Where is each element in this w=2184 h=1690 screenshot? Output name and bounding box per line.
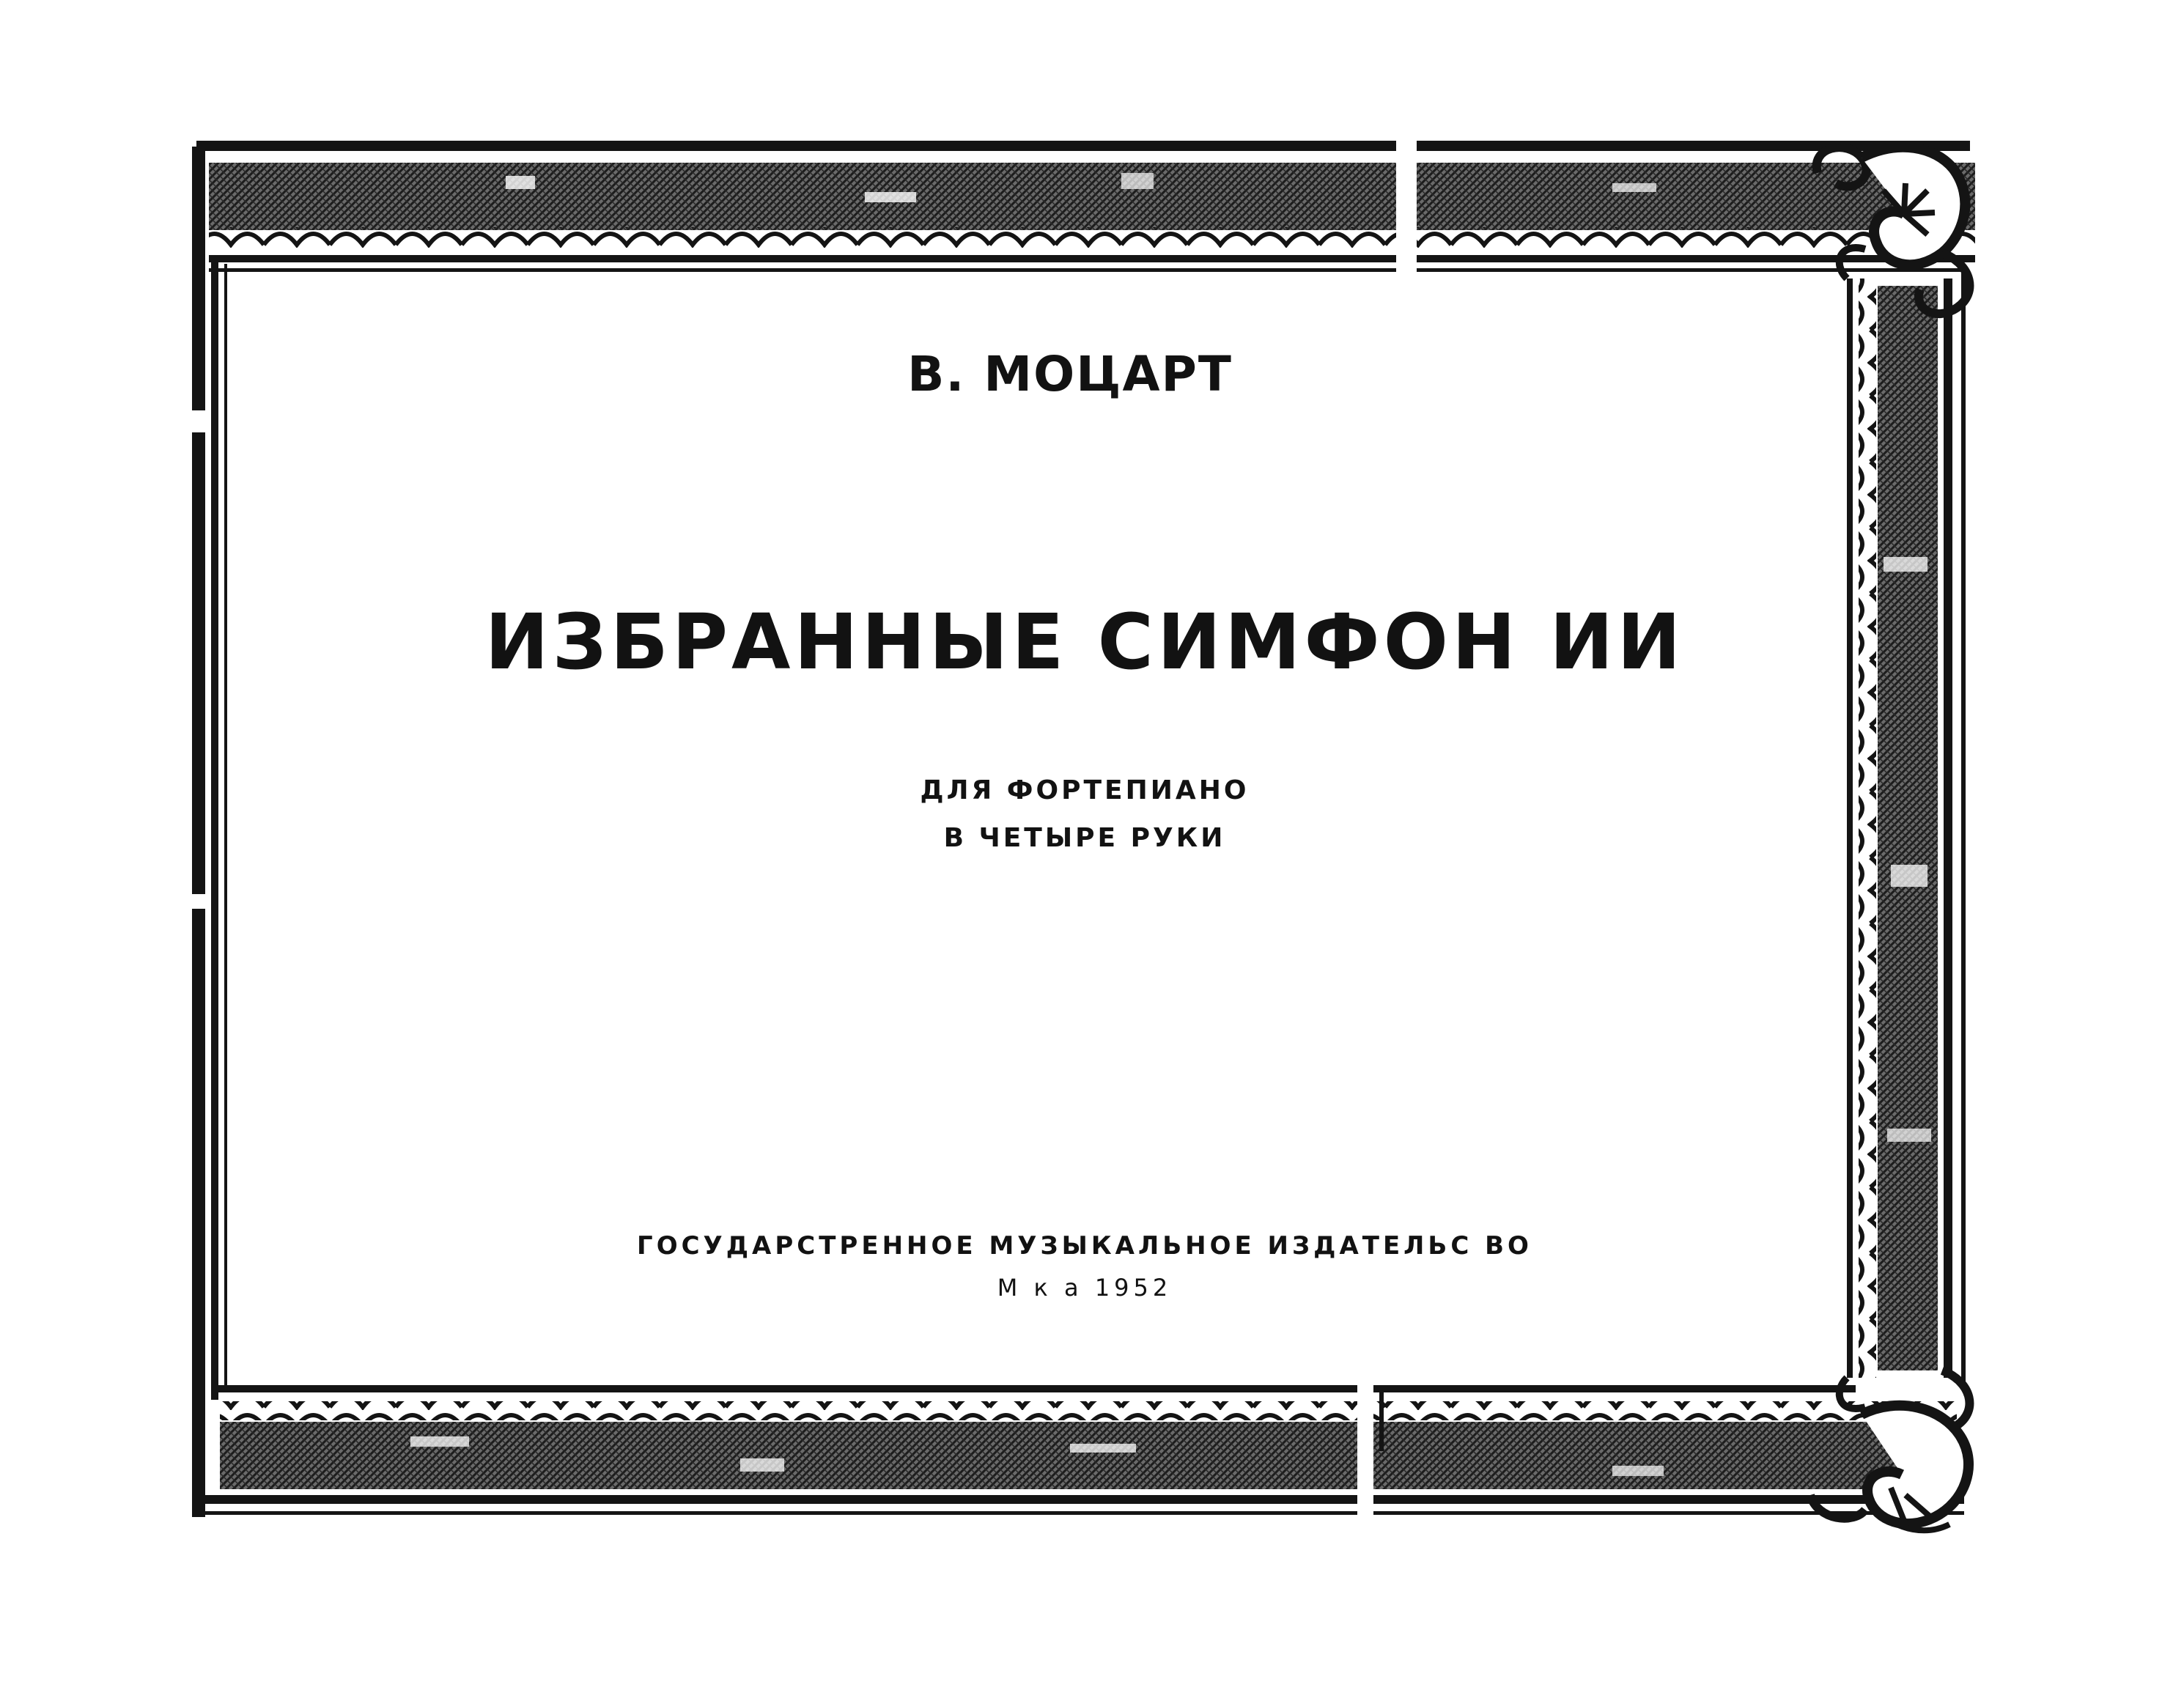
author-name: В. МОЦАРТ [907,346,1233,402]
subtitle-line-2: В ЧЕТЫРЕ РУКИ [943,823,1226,853]
subtitle-line-1: ДЛЯ ФОРТЕПИАНО [920,775,1250,805]
work-title: ИЗБРАННЫЕ СИМФОН ИИ [484,597,1685,687]
publisher-name: ГОСУДАРСТРЕННОЕ МУЗЫКАЛЬНОЕ ИЗДАТЕЛЬС ВО [637,1231,1532,1261]
frame-top-band [196,132,1975,278]
publication-place-year: М к а 1952 [997,1274,1173,1302]
frame-bottom-band [205,1378,1964,1524]
